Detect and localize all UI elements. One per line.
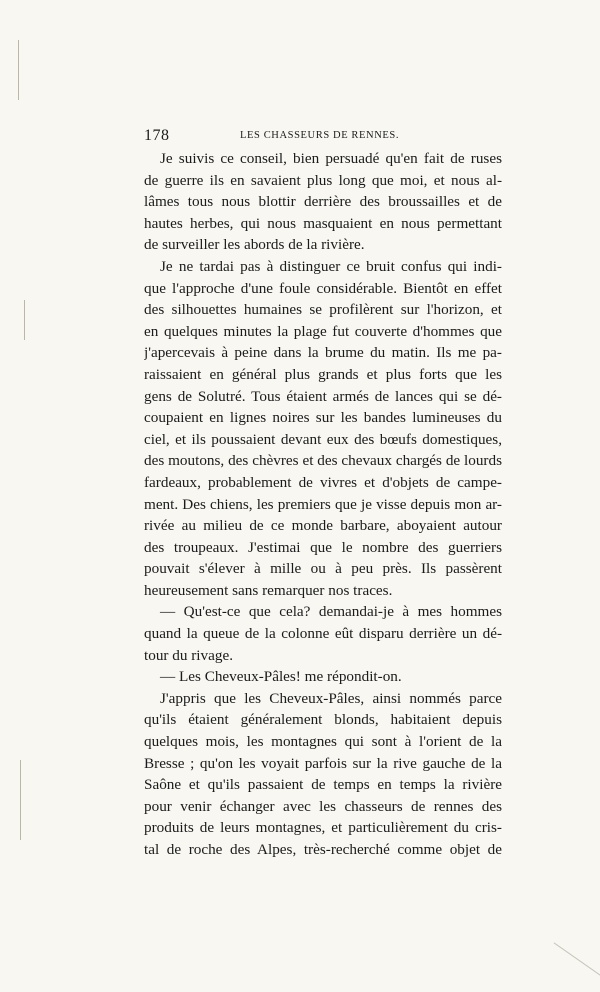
text-line: Je suivis ce conseil, bien persuadé qu'en fait de ruses [160,150,502,167]
text-line: de guerre ils en savaient plus long que moi, et nous al- [144,171,502,189]
text-line: ment. Des chiens, les premiers que je visse depuis mon ar- [144,495,502,513]
scan-speck [18,40,19,100]
text-line: ciel, et ils poussaient devant eux des bœufs domestiques, [144,430,502,448]
text-line: des silhouettes humaines se profilèrent sur l'horizon, et [144,301,502,319]
text-line: tour du rivage. [144,646,233,664]
text-line: hautes herbes, qui nous masquaient en nous permettant [144,214,502,232]
text-line: des troupeaux. J'estimai que le nombre des guerriers [144,538,502,556]
text-line: en quelques minutes la plage fut couverte d'hommes que [144,322,502,340]
text-line: que l'approche d'une foule considérable. Bientôt en effet [144,279,502,297]
text-line: heureusement sans remarquer nos traces. [144,581,393,599]
text-line: fardeaux, probablement de vivres et d'objets de campe- [144,473,502,491]
text-line: — Les Cheveux-Pâles! me répondit-on. [160,668,402,686]
text-line: Je ne tardai pas à distinguer ce bruit confus qui indi- [160,257,502,275]
scan-speck [24,300,25,340]
text-line: gens de Solutré. Tous étaient armés de lances qui se dé- [144,387,502,405]
text-line: quand la queue de la colonne eût disparu derrière un dé- [144,625,502,643]
body-text [144,148,502,861]
text-line: des moutons, des chèvres et des chevaux chargés de lourds [144,452,502,470]
page-header [144,127,504,147]
text-line: lâmes tous nous blottir derrière des broussailles et de [144,193,502,211]
text-line: produits de leurs montagnes, et particulièrement du cris- [144,819,502,837]
text-line: J'appris que les Cheveux-Pâles, ainsi nommés parce [160,689,502,707]
text-line: Bresse ; qu'on les voyait parfois sur la rive gauche de la [144,754,502,772]
scan-edge-mark [554,942,600,977]
text-line: pour venir échanger avec les chasseurs de rennes des [144,797,502,815]
text-line: de surveiller les abords de la rivière. [144,236,365,254]
text-line: Saône et qu'ils passaient de temps en temps la rivière [144,776,502,794]
text-line: pouvait s'élever à mille ou à peu près. Ils passèrent [144,560,502,578]
text-line: rivée au milieu de ce monde barbare, aboyaient autour [144,517,502,535]
text-line: quelques mois, les montagnes qui sont à l'orient de la [144,733,502,751]
text-line: raissaient en général plus grands et plus forts que les [144,365,502,383]
text-line: j'apercevais à peine dans la brume du matin. Ils me pa- [144,344,502,362]
text-line: qu'ils étaient généralement blonds, habitaient depuis [144,711,502,729]
scan-speck [20,760,21,840]
page-number: 178 [144,127,170,144]
text-line: — Qu'est-ce que cela? demandai-je à mes hommes [160,603,502,621]
running-title: LES CHASSEURS DE RENNES. [240,130,400,141]
text-line: tal de roche des Alpes, très-recherché comme objet de [144,841,502,858]
text-line: coupaient en lignes noires sur les bandes lumineuses du [144,409,502,427]
